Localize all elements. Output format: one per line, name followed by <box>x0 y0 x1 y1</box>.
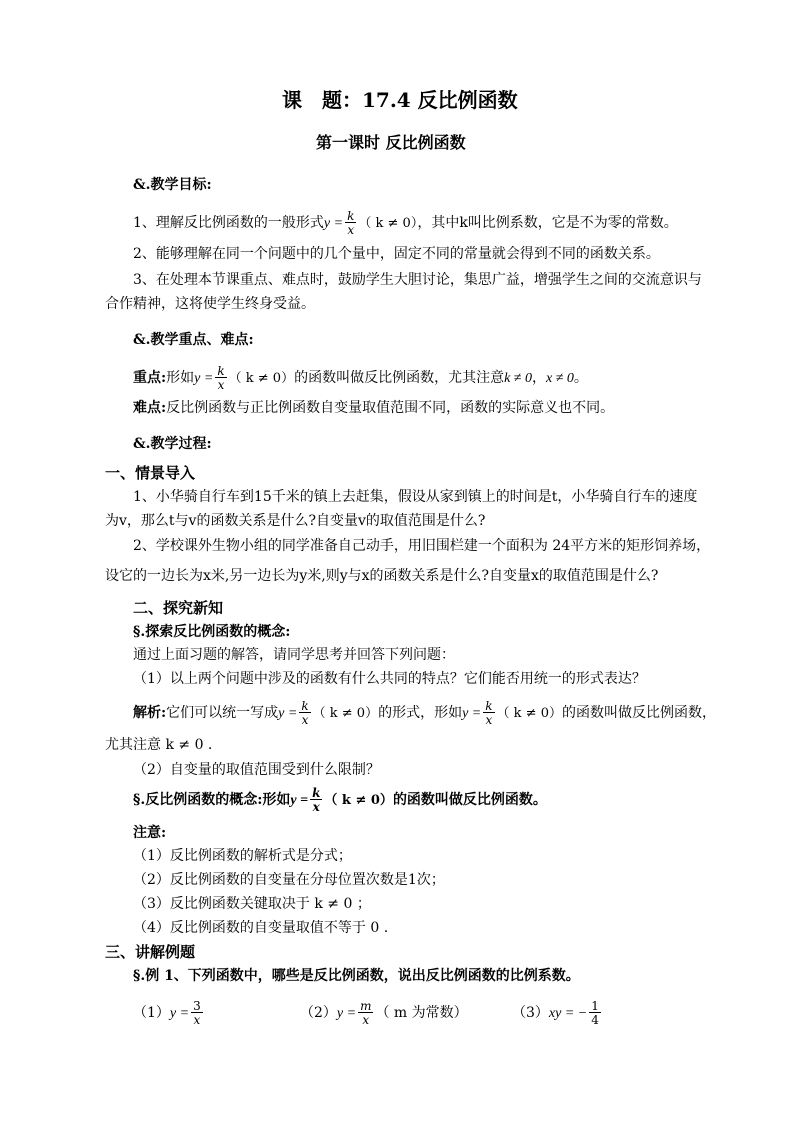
key-cond-k: k ≠ 0 <box>504 371 532 386</box>
part-3-heading: 三、讲解例题 <box>105 943 196 961</box>
difficult-label: 难点: <box>133 400 167 416</box>
analysis-y2: y = <box>462 706 482 721</box>
fraction-denominator: x <box>301 713 309 727</box>
key-comma: ， <box>531 370 546 386</box>
concept-cond: （ k ≠ 0） <box>324 793 393 808</box>
analysis-fraction-2 <box>483 700 494 726</box>
goal-1-condition: （ k ≠ 0） <box>358 216 418 231</box>
key-pre: 形如 <box>166 370 195 386</box>
example-1 <box>133 966 580 986</box>
goal-3-line2: 合作精神，这将使学生终身受益。 <box>105 296 315 312</box>
example-item-3-label: （3） <box>512 1005 549 1021</box>
example-item-1-fraction <box>191 1000 203 1026</box>
concept-label: §.反比例函数的概念: <box>133 792 263 808</box>
fraction-numerator: k <box>217 364 225 378</box>
fraction-denominator: x <box>347 223 355 237</box>
concept-pre: 形如 <box>262 792 291 808</box>
key-y: y = <box>194 371 214 386</box>
key-cond-x: x ≠ 0 <box>545 371 574 386</box>
example-item-2-y: y = <box>336 1006 357 1021</box>
note-3: （3）反比例函数关键取决于 k ≠ 0 ； <box>133 896 371 912</box>
section-key-heading: &.教学重点、难点: <box>133 332 254 348</box>
analysis-cond-1: （ k ≠ 0） <box>312 706 379 721</box>
analysis-label: 解析: <box>133 705 167 721</box>
ask-1: （1）以上两个问题中涉及的函数有什么共同的特点？它们能否用统一的形式表达？ <box>133 671 646 687</box>
question-1-line1: 1、小华骑自行车到15千米的镇上去赶集，假设从家到镇上的时间是t，小华骑自行车的速度 <box>133 489 698 505</box>
goal-1-y: y = <box>323 216 344 231</box>
question-2-line2: 设它的一边长为x米,另一边长为y米,则y与x的函数关系是什么?自变量x的取值范围是什么? <box>105 568 659 584</box>
concept-y: y = <box>290 793 309 808</box>
fraction-numerator: m <box>360 999 372 1013</box>
example-item-1-y: y = <box>169 1006 190 1021</box>
analysis-mid: 的形式，形如 <box>378 705 463 721</box>
goal-1-fraction <box>345 210 356 236</box>
key-point <box>133 365 588 391</box>
example-item-1-label: （1） <box>133 1005 170 1021</box>
difficult-point <box>133 398 614 418</box>
fraction-denominator: x <box>312 800 320 814</box>
part-1-heading: 一、情景导入 <box>105 464 196 482</box>
question-2-line1: 2、学校课外生物小组的同学准备自己动手，用旧围栏建一个面积为 24平方米的矩形饲养场， <box>133 538 711 554</box>
example-item-2 <box>300 1000 468 1026</box>
goal-1-text: 1、理解反比例函数的一般形式 <box>133 215 324 231</box>
note-2: （2）反比例函数的自变量在分母位置次数是1次； <box>133 872 445 888</box>
analysis-cond-2: （ k ≠ 0） <box>496 706 562 721</box>
concept-definition <box>133 787 547 813</box>
fraction-denominator: x <box>217 378 225 392</box>
goal-1 <box>133 210 678 236</box>
fraction-numerator: k <box>312 786 321 800</box>
goal-2: 2、能够理解在同一个问题中的几个量中，固定不同的常量就会得到不同的函数关系。 <box>133 246 660 262</box>
example-item-3-fraction <box>589 1000 601 1026</box>
example-item-3 <box>512 1000 603 1026</box>
concept-fraction <box>310 787 322 813</box>
analysis <box>133 700 716 726</box>
fraction-denominator: x <box>193 1013 201 1027</box>
page-subtitle: 第一课时 反比例函数 <box>316 133 466 152</box>
section-process-heading: &.教学过程: <box>133 436 212 452</box>
question-1-line2: 为v，那么t与v的函数关系是什么?自变量v的取值范围是什么? <box>105 513 486 529</box>
fraction-denominator: x <box>362 1013 370 1027</box>
fraction-denominator: 4 <box>591 1013 599 1027</box>
fraction-numerator: 1 <box>591 999 599 1013</box>
explore-heading: §.探索反比例函数的概念: <box>133 624 291 640</box>
key-condition: （ k ≠ 0） <box>228 371 295 386</box>
section-goals-heading: &.教学目标: <box>133 177 212 193</box>
example-item-2-label: （2） <box>300 1005 337 1021</box>
example-item-3-lhs: xy = − <box>548 1006 588 1021</box>
key-post: 的函数叫做反比例函数，尤其注意 <box>294 370 505 386</box>
analysis-pre: 它们可以统一写成 <box>166 705 279 721</box>
key-label: 重点: <box>133 370 167 386</box>
goal-3-line1: 3、在处理本节课重点、难点时，鼓励学生大胆讨论，集思广益，增强学生之间的交流意识与 <box>133 272 702 288</box>
example-item-2-fraction <box>358 1000 373 1026</box>
analysis-fraction-1 <box>299 700 310 726</box>
note-4: （4）反比例函数的自变量取值不等于 0 . <box>133 920 389 936</box>
note-1: （1）反比例函数的解析式是分式； <box>133 848 352 864</box>
example-1-text: §.例 1、下列函数中，哪些是反比例函数，说出反比例函数的比例系数。 <box>133 968 580 984</box>
part-2-heading: 二、探究新知 <box>133 599 224 617</box>
analysis-post: 的函数叫做反比例函数， <box>561 705 716 721</box>
fraction-numerator: k <box>347 209 355 223</box>
fraction-numerator: k <box>485 699 493 713</box>
page-title: 课 题：17.4 反比例函数 <box>282 88 518 112</box>
note-label: 注意: <box>133 825 167 841</box>
fraction-numerator: k <box>301 699 309 713</box>
analysis-line2: 尤其注意 k ≠ 0 . <box>105 737 213 753</box>
key-period: 。 <box>573 370 588 386</box>
fraction-denominator: x <box>485 713 493 727</box>
analysis-y1: y = <box>278 706 298 721</box>
example-item-1 <box>133 1000 205 1026</box>
example-item-2-note: （ m 为常数） <box>375 1005 468 1021</box>
intro-text: 通过上面习题的解答，请同学思考并回答下列问题： <box>133 647 455 663</box>
concept-post: 的函数叫做反比例函数。 <box>392 792 547 808</box>
fraction-numerator: 3 <box>193 999 201 1013</box>
ask-2: （2）自变量的取值范围受到什么限制？ <box>133 762 380 778</box>
goal-1-tail: ，其中k叫比例系数，它是不为零的常数。 <box>417 215 678 231</box>
key-fraction <box>215 365 226 391</box>
difficult-text: 反比例函数与正比例函数自变量取值范围不同，函数的实际意义也不同。 <box>166 400 615 416</box>
